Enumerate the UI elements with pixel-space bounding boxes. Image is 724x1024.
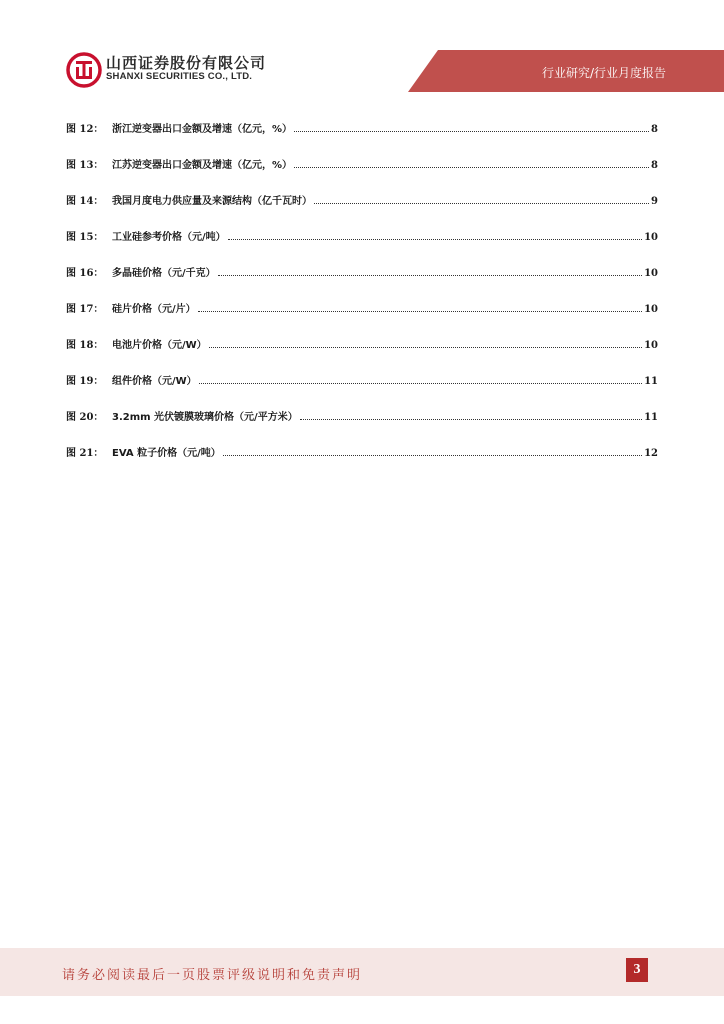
- page-number: 3: [626, 958, 648, 982]
- toc-entry-label: 图 13：: [66, 160, 104, 171]
- toc-entry-page: 10: [644, 232, 658, 243]
- toc-entry-title: 电池片价格（元/W）: [112, 340, 207, 351]
- toc-entry-page: 11: [644, 376, 658, 387]
- toc-entry-title: 硅片价格（元/片）: [112, 304, 196, 315]
- toc-entry[interactable]: [66, 300, 658, 336]
- toc-entry-title: 多晶硅价格（元/千克）: [112, 268, 216, 279]
- toc-dot-leader: [223, 454, 642, 456]
- toc-entry-title: 工业硅参考价格（元/吨）: [112, 232, 226, 243]
- company-name-cn: 山西证券股份有限公司: [106, 54, 267, 72]
- toc-entry-label: 图 17：: [66, 304, 104, 315]
- toc-entry-label: 图 21：: [66, 448, 104, 459]
- toc-entry-label: 图 15：: [66, 232, 104, 243]
- toc-entry[interactable]: [66, 120, 658, 156]
- toc-dot-leader: [294, 130, 649, 132]
- toc-entry[interactable]: [66, 408, 658, 444]
- toc-entry-title: 江苏逆变器出口金额及增速（亿元，%）: [112, 160, 293, 171]
- toc-entry-page: 9: [651, 196, 658, 207]
- toc-entry[interactable]: [66, 192, 658, 228]
- toc-entry[interactable]: [66, 156, 658, 192]
- toc-dot-leader: [294, 166, 649, 168]
- toc-dot-leader: [314, 202, 649, 204]
- toc-entry-page: 10: [644, 340, 658, 351]
- toc-dot-leader: [228, 238, 642, 240]
- header-banner: [0, 0, 724, 100]
- toc-entry-title: 浙江逆变器出口金额及增速（亿元，%）: [112, 124, 293, 135]
- toc-entry-title: EVA 粒子价格（元/吨）: [112, 448, 221, 459]
- report-type: 行业研究/行业月度报告: [541, 66, 666, 80]
- toc-entry[interactable]: [66, 264, 658, 300]
- toc-entry-label: 图 12：: [66, 124, 104, 135]
- toc-entry[interactable]: [66, 336, 658, 372]
- toc-dot-leader: [209, 346, 642, 348]
- figure-list: [66, 120, 658, 480]
- toc-entry-page: 12: [644, 448, 658, 459]
- toc-entry[interactable]: [66, 372, 658, 408]
- toc-entry-label: 图 19：: [66, 376, 104, 387]
- toc-entry-title: 组件价格（元/W）: [112, 376, 197, 387]
- shanxi-securities-logo-icon: [66, 52, 102, 88]
- toc-entry[interactable]: [66, 444, 658, 480]
- toc-entry-label: 图 16：: [66, 268, 104, 279]
- toc-entry-label: 图 20：: [66, 412, 104, 423]
- toc-dot-leader: [199, 382, 642, 384]
- toc-entry-page: 8: [651, 124, 658, 135]
- toc-entry-title: 我国月度电力供应量及来源结构（亿千瓦时）: [112, 196, 312, 207]
- toc-dot-leader: [198, 310, 642, 312]
- toc-entry-page: 11: [644, 412, 658, 423]
- toc-entry-title: 3.2mm 光伏镀膜玻璃价格（元/平方米）: [112, 412, 298, 423]
- company-name-en: SHANXI SECURITIES CO., LTD.: [106, 71, 253, 82]
- toc-entry-page: 10: [644, 268, 658, 279]
- toc-entry-label: 图 18：: [66, 340, 104, 351]
- toc-dot-leader: [218, 274, 642, 276]
- page-header: [0, 0, 724, 100]
- toc-dot-leader: [300, 418, 642, 420]
- toc-entry-page: 10: [644, 304, 658, 315]
- disclaimer-text: 请务必阅读最后一页股票评级说明和免责声明: [62, 968, 363, 983]
- toc-entry-label: 图 14：: [66, 196, 104, 207]
- toc-entry[interactable]: [66, 228, 658, 264]
- toc-entry-page: 8: [651, 160, 658, 171]
